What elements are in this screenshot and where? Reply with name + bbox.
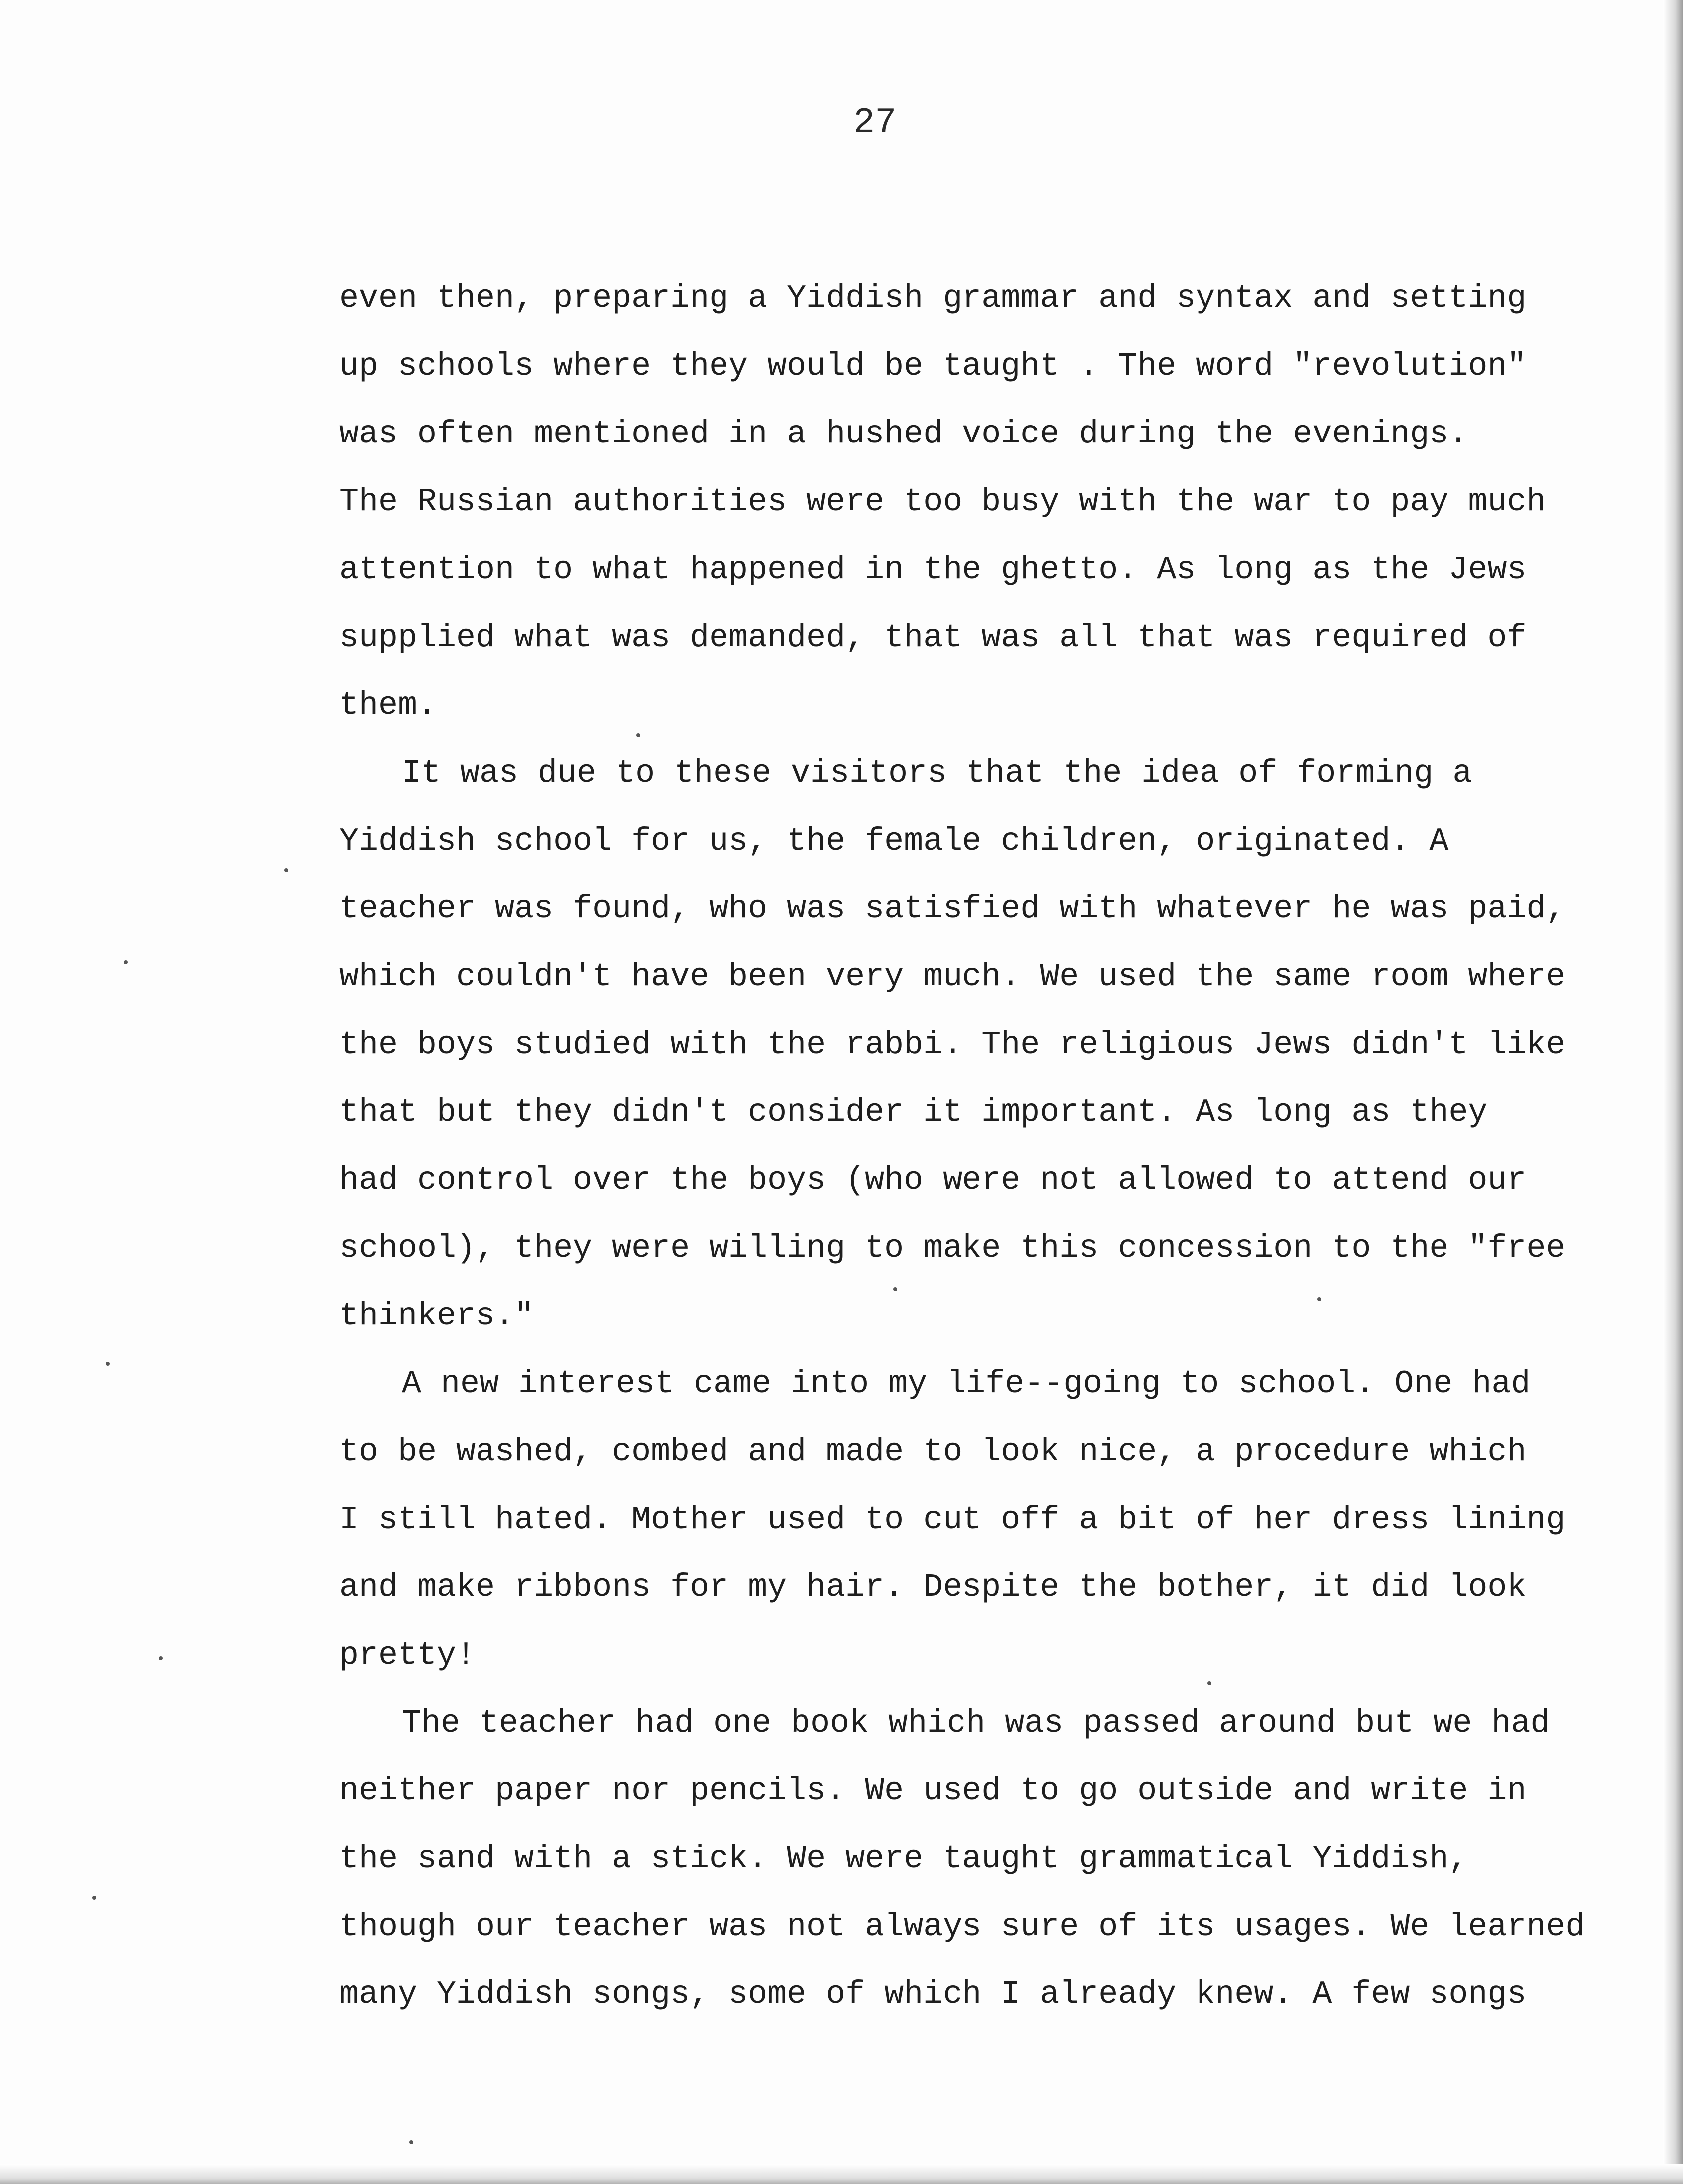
text-line: The Russian authorities were too busy with the war to pay much: [339, 483, 1546, 520]
page-number: 27: [853, 102, 897, 143]
text-line: Yiddish school for us, the female children, originated. A: [339, 823, 1449, 860]
text-line: up schools where they would be taught . The word "revolution": [339, 348, 1527, 385]
scan-speck: [124, 960, 128, 964]
text-line: attention to what happened in the ghetto. As long as the Jews: [339, 551, 1527, 588]
text-line: neither paper nor pencils. We used to go outside and write in: [339, 1772, 1527, 1809]
text-line: which couldn't have been very much. We used the same room where: [339, 958, 1566, 995]
text-line: thinkers.": [339, 1298, 534, 1334]
scan-speck: [1317, 1297, 1321, 1301]
text-line: the sand with a stick. We were taught grammatical Yiddish,: [339, 1840, 1468, 1877]
text-line: that but they didn't consider it important. As long as they: [339, 1094, 1488, 1131]
text-line: the boys studied with the rabbi. The religious Jews didn't like: [339, 1026, 1566, 1063]
scan-speck: [1207, 1681, 1211, 1685]
scan-speck: [159, 1656, 163, 1660]
text-line: and make ribbons for my hair. Despite the bother, it did look: [339, 1569, 1527, 1606]
text-line: many Yiddish songs, some of which I already knew. A few songs: [339, 1976, 1527, 2013]
body-text: [339, 264, 1667, 2028]
scan-speck: [636, 733, 640, 737]
text-line: to be washed, combed and made to look nice, a procedure which: [339, 1433, 1527, 1470]
text-line: I still hated. Mother used to cut off a bit of her dress lining: [339, 1501, 1566, 1538]
text-line: supplied what was demanded, that was all that was required of: [339, 619, 1527, 656]
scan-speck: [106, 1362, 110, 1366]
scan-speck: [92, 1896, 96, 1900]
scan-speck: [893, 1287, 897, 1291]
text-line: though our teacher was not always sure of its usages. We learned: [339, 1908, 1585, 1945]
paragraph-start-line: A new interest came into my life--going to school. One had: [402, 1365, 1531, 1402]
text-line: had control over the boys (who were not allowed to attend our: [339, 1162, 1527, 1199]
scan-speck: [409, 2140, 413, 2144]
text-line: teacher was found, who was satisfied with whatever he was paid,: [339, 890, 1566, 927]
text-line: even then, preparing a Yiddish grammar and syntax and setting: [339, 280, 1527, 317]
paragraph-start-line: It was due to these visitors that the idea of forming a: [402, 755, 1472, 792]
text-line: was often mentioned in a hushed voice during the evenings.: [339, 416, 1468, 452]
paragraph-start-line: The teacher had one book which was passed around but we had: [402, 1705, 1550, 1742]
text-line: school), they were willing to make this concession to the "free: [339, 1230, 1566, 1267]
page-edge-shadow: [1663, 0, 1683, 2184]
page-bottom-shadow: [0, 2164, 1683, 2184]
text-line: pretty!: [339, 1637, 476, 1674]
scan-speck: [284, 868, 288, 872]
text-line: them.: [339, 687, 437, 724]
